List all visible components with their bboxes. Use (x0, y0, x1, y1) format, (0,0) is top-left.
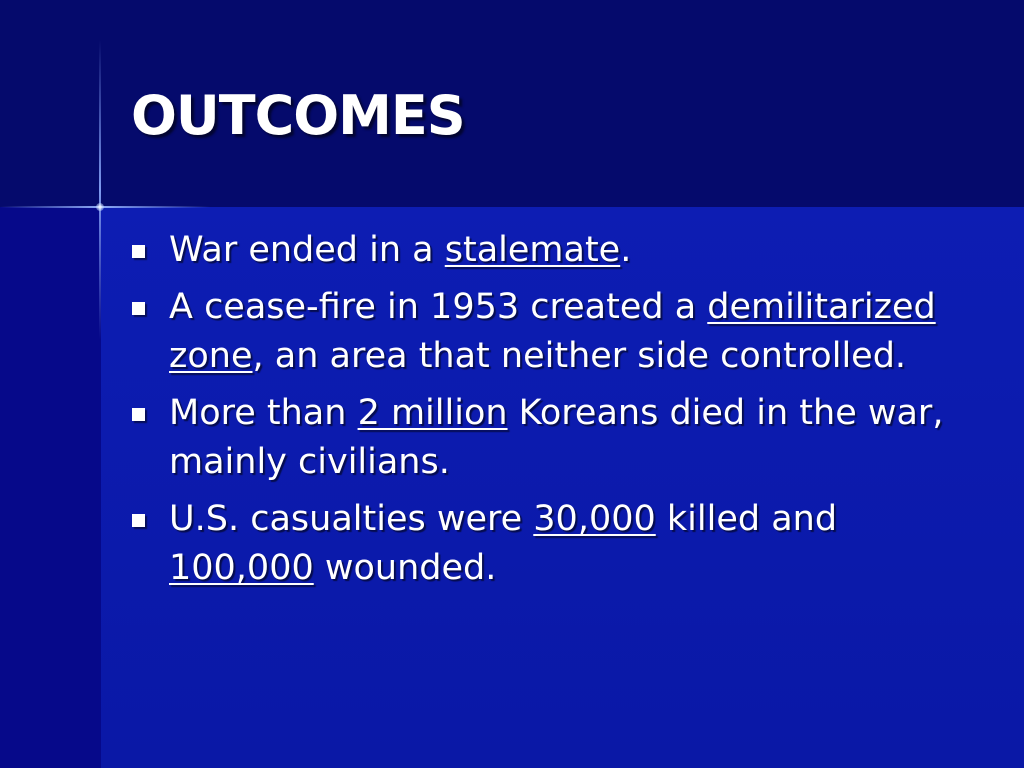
key-term: 30,000 (533, 499, 656, 539)
bullet-text: killed and (655, 499, 838, 539)
square-bullet-icon (132, 302, 145, 315)
vertical-accent-line (99, 40, 101, 340)
key-term: stalemate (444, 230, 621, 270)
key-term: demilitarized zone (169, 287, 936, 376)
slide-title: OUTCOMES (131, 84, 465, 147)
left-band (0, 207, 101, 768)
bullet-item (131, 389, 991, 487)
bullet-text: . (620, 230, 632, 270)
bullet-list (131, 226, 991, 601)
bullet-item (131, 495, 991, 593)
bullet-text: More than (169, 393, 358, 433)
square-bullet-icon (132, 245, 145, 258)
bullet-text: Koreans died in the war, mainly civilians. (169, 393, 944, 482)
bullet-text: A cease-fire in 1953 created a (169, 287, 708, 327)
sparkle-icon (96, 203, 104, 211)
key-term: 100,000 (169, 548, 314, 588)
bullet-text: wounded. (313, 548, 497, 588)
square-bullet-icon (132, 408, 145, 421)
bullet-text: U.S. casualties were (169, 499, 534, 539)
key-term: 2 million (357, 393, 508, 433)
bullet-item (131, 283, 991, 381)
bullet-text: War ended in a (169, 230, 445, 270)
bullet-text: , an area that neither side controlled. (252, 336, 907, 376)
bullet-item (131, 226, 991, 275)
horizontal-accent-line (0, 206, 210, 208)
square-bullet-icon (132, 514, 145, 527)
